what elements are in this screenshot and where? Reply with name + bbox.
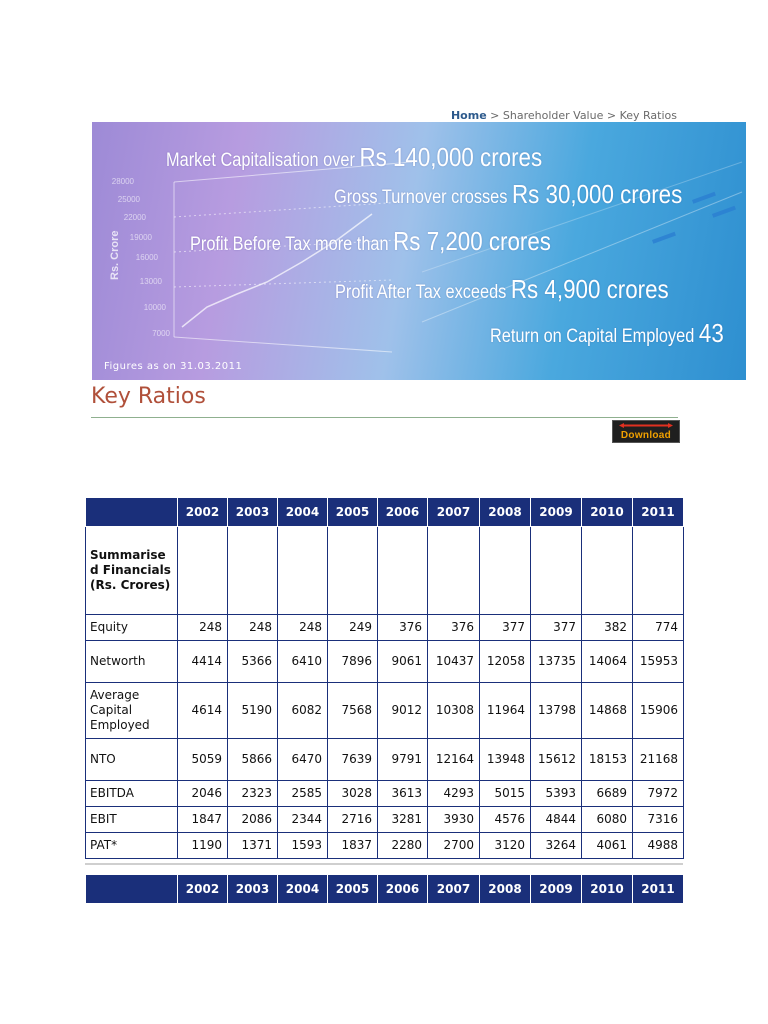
year-header: 2006 bbox=[378, 875, 428, 904]
year-header: 2004 bbox=[278, 498, 328, 527]
table-cell: 774 bbox=[633, 615, 684, 641]
table-row bbox=[86, 615, 684, 641]
table-cell: 1371 bbox=[228, 833, 278, 859]
banner-axis-tick: 28000 bbox=[111, 177, 134, 186]
double-arrow-icon bbox=[619, 423, 673, 428]
table-cell: 4614 bbox=[178, 683, 228, 739]
table-cell: 5393 bbox=[531, 781, 582, 807]
title-divider bbox=[91, 417, 678, 418]
table-cell: 11964 bbox=[480, 683, 531, 739]
year-header: 2011 bbox=[633, 498, 684, 527]
year-header: 2005 bbox=[328, 498, 378, 527]
table-header-row bbox=[86, 498, 684, 527]
table-cell: 6470 bbox=[278, 739, 328, 781]
table-cell: 2585 bbox=[278, 781, 328, 807]
year-header: 2007 bbox=[428, 875, 480, 904]
banner-axis-tick: 16000 bbox=[135, 253, 158, 262]
table-cell: 21168 bbox=[633, 739, 684, 781]
table-cell: 7568 bbox=[328, 683, 378, 739]
year-header: 2003 bbox=[228, 875, 278, 904]
year-header: 2009 bbox=[531, 875, 582, 904]
table-cell: 12164 bbox=[428, 739, 480, 781]
table-row bbox=[86, 807, 684, 833]
row-label: Networth bbox=[86, 641, 178, 683]
table-cell: 376 bbox=[428, 615, 480, 641]
table-cell: 2280 bbox=[378, 833, 428, 859]
banner-axis-tick: 25000 bbox=[117, 195, 140, 204]
table-cell: 6410 bbox=[278, 641, 328, 683]
year-header: 2010 bbox=[582, 498, 633, 527]
banner-axis-tick: 7000 bbox=[152, 329, 170, 338]
year-header: 2008 bbox=[480, 498, 531, 527]
year-header: 2009 bbox=[531, 498, 582, 527]
table-cell: 3281 bbox=[378, 807, 428, 833]
table-cell: 2700 bbox=[428, 833, 480, 859]
table-cell: 3120 bbox=[480, 833, 531, 859]
table-cell: 7316 bbox=[633, 807, 684, 833]
table-header-row bbox=[86, 875, 684, 904]
table-cell: 5015 bbox=[480, 781, 531, 807]
table-cell: 10437 bbox=[428, 641, 480, 683]
table-cell: 15612 bbox=[531, 739, 582, 781]
table-row bbox=[86, 683, 684, 739]
table-cell: 1190 bbox=[178, 833, 228, 859]
key-ratios-table-repeat-header bbox=[85, 874, 684, 904]
table-cell: 3930 bbox=[428, 807, 480, 833]
table-cell: 18153 bbox=[582, 739, 633, 781]
year-header: 2010 bbox=[582, 875, 633, 904]
table-cell: 14868 bbox=[582, 683, 633, 739]
year-header: 2008 bbox=[480, 875, 531, 904]
table-cell: 13798 bbox=[531, 683, 582, 739]
table-cell: 5866 bbox=[228, 739, 278, 781]
key-ratios-table bbox=[85, 497, 684, 859]
table-cell: 9791 bbox=[378, 739, 428, 781]
banner-gross-turnover: Gross Turnover crosses Rs 30,000 crores bbox=[334, 179, 683, 209]
banner-figures-note: Figures as on 31.03.2011 bbox=[104, 361, 243, 372]
table-cell: 9061 bbox=[378, 641, 428, 683]
breadcrumb-home-link[interactable]: Home bbox=[450, 109, 487, 122]
breadcrumb-shareholder-value[interactable]: Shareholder Value bbox=[502, 109, 604, 122]
table-cell: 3613 bbox=[378, 781, 428, 807]
breadcrumb-separator: > bbox=[606, 109, 617, 122]
banner-profit-after-tax: Profit After Tax exceeds Rs 4,900 crores bbox=[335, 274, 669, 304]
table-divider bbox=[85, 863, 683, 865]
table-cell: 13735 bbox=[531, 641, 582, 683]
table-cell: 4988 bbox=[633, 833, 684, 859]
table-cell: 248 bbox=[278, 615, 328, 641]
year-header: 2002 bbox=[178, 875, 228, 904]
table-cell: 15953 bbox=[633, 641, 684, 683]
download-button[interactable] bbox=[612, 420, 680, 443]
table-cell: 377 bbox=[531, 615, 582, 641]
table-row bbox=[86, 739, 684, 781]
row-label: EBITDA bbox=[86, 781, 178, 807]
table-cell: 2046 bbox=[178, 781, 228, 807]
table-row bbox=[86, 781, 684, 807]
year-header: 2007 bbox=[428, 498, 480, 527]
header-corner-cell bbox=[86, 875, 178, 904]
year-header: 2006 bbox=[378, 498, 428, 527]
table-cell: 382 bbox=[582, 615, 633, 641]
section-label: Summarised Financials (Rs. Crores) bbox=[86, 527, 178, 615]
table-cell: 3028 bbox=[328, 781, 378, 807]
table-cell: 9012 bbox=[378, 683, 428, 739]
table-cell: 4844 bbox=[531, 807, 582, 833]
banner-axis-tick: 10000 bbox=[143, 303, 166, 312]
year-header: 2002 bbox=[178, 498, 228, 527]
table-row bbox=[86, 641, 684, 683]
banner-axis-tick: 22000 bbox=[123, 213, 146, 222]
table-cell: 2086 bbox=[228, 807, 278, 833]
breadcrumb-current: Key Ratios bbox=[619, 109, 677, 122]
row-label: EBIT bbox=[86, 807, 178, 833]
table-cell: 249 bbox=[328, 615, 378, 641]
row-label: Equity bbox=[86, 615, 178, 641]
table-cell: 4293 bbox=[428, 781, 480, 807]
year-header: 2004 bbox=[278, 875, 328, 904]
table-cell: 377 bbox=[480, 615, 531, 641]
hero-banner bbox=[92, 122, 746, 380]
table-cell: 4414 bbox=[178, 641, 228, 683]
table-cell: 4061 bbox=[582, 833, 633, 859]
table-cell: 1593 bbox=[278, 833, 328, 859]
table-cell: 248 bbox=[178, 615, 228, 641]
row-label: PAT* bbox=[86, 833, 178, 859]
table-cell: 10308 bbox=[428, 683, 480, 739]
table-cell: 2344 bbox=[278, 807, 328, 833]
table-section-row bbox=[86, 527, 684, 615]
table-cell: 14064 bbox=[582, 641, 633, 683]
table-cell: 3264 bbox=[531, 833, 582, 859]
table-cell: 7639 bbox=[328, 739, 378, 781]
year-header: 2005 bbox=[328, 875, 378, 904]
table-cell: 6082 bbox=[278, 683, 328, 739]
header-corner-cell bbox=[86, 498, 178, 527]
download-label: Download bbox=[620, 430, 672, 441]
row-label: NTO bbox=[86, 739, 178, 781]
table-cell: 1837 bbox=[328, 833, 378, 859]
banner-market-cap: Market Capitalisation over Rs 140,000 crores bbox=[166, 142, 543, 172]
table-cell: 6689 bbox=[582, 781, 633, 807]
breadcrumb-separator: > bbox=[490, 109, 500, 122]
banner-axis-label: Rs. Crore bbox=[109, 230, 121, 280]
table-cell: 6080 bbox=[582, 807, 633, 833]
table-cell: 1847 bbox=[178, 807, 228, 833]
table-cell: 7972 bbox=[633, 781, 684, 807]
table-cell: 5190 bbox=[228, 683, 278, 739]
table-row bbox=[86, 833, 684, 859]
banner-return-on-capital: Return on Capital Employed 43 bbox=[490, 318, 724, 348]
table-cell: 2323 bbox=[228, 781, 278, 807]
banner-axis-tick: 13000 bbox=[139, 277, 162, 286]
banner-axis-tick: 19000 bbox=[129, 233, 152, 242]
table-cell: 2716 bbox=[328, 807, 378, 833]
table-cell: 376 bbox=[378, 615, 428, 641]
table-cell: 248 bbox=[228, 615, 278, 641]
breadcrumb bbox=[0, 109, 677, 122]
table-cell: 5059 bbox=[178, 739, 228, 781]
year-header: 2011 bbox=[633, 875, 684, 904]
banner-profit-before-tax: Profit Before Tax more than Rs 7,200 crores bbox=[190, 226, 551, 256]
table-cell: 15906 bbox=[633, 683, 684, 739]
table-cell: 4576 bbox=[480, 807, 531, 833]
table-cell: 7896 bbox=[328, 641, 378, 683]
table-cell: 12058 bbox=[480, 641, 531, 683]
table-cell: 13948 bbox=[480, 739, 531, 781]
table-cell: 5366 bbox=[228, 641, 278, 683]
page-title: Key Ratios bbox=[91, 384, 206, 409]
row-label: Average Capital Employed bbox=[86, 683, 178, 739]
year-header: 2003 bbox=[228, 498, 278, 527]
